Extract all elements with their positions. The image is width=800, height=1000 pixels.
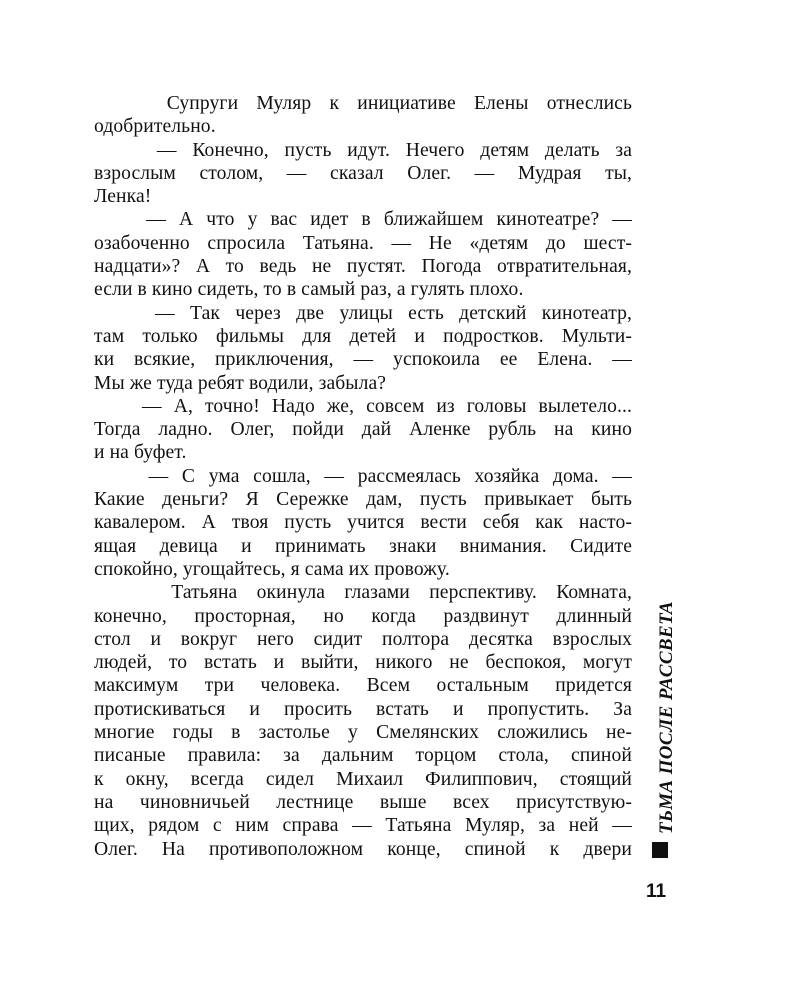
text-line: Ленка! [94,186,152,208]
text-line: многие годы в застолье у Смелянских сложились не- [94,722,632,744]
section-marker-square [652,842,668,858]
text-line: людей, то встать и выйти, никого не беспокоя, могут [94,652,632,674]
text-line: — Так через две улицы есть детский кинотеатр, [94,302,632,324]
running-title: ТЬМА ПОСЛЕ РАССВЕТА [656,601,677,834]
text-line: ящая девица и принимать знаки внимания. Сидите [94,535,632,557]
text-line: — С ума сошла, — рассмеялась хозяйка дома. — [94,465,632,487]
text-line: ки всякие, приключения, — успокоила ее Елена. — [94,349,632,371]
page-body-text [94,92,632,861]
text-line: к окну, всегда сидел Михаил Филиппович, стоящий [94,768,632,790]
text-line: и на буфет. [94,442,187,464]
text-line: щих, рядом с ним справа — Татьяна Муляр, за ней — [94,815,632,837]
text-line: — А что у вас идет в ближайшем кинотеатре? — [94,209,632,231]
text-line: там только фильмы для детей и подростков. Мульти- [94,325,632,347]
text-line: — Конечно, пусть идут. Нечего детям делать за [94,139,632,161]
text-line: писаные правила: за дальним торцом стола, спиной [94,745,632,767]
text-line: озабоченно спросила Татьяна. — Не «детям до шест- [94,232,632,254]
text-line: — А, точно! Надо же, совсем из головы вылетело... [94,395,632,417]
text-line: Олег. На противоположном конце, спиной к двери [94,838,632,860]
text-line: протискиваться и просить встать и пропустить. За [94,698,632,720]
text-line: если в кино сидеть, то в самый раз, а гулять плохо. [94,279,524,301]
page-number: 11 [645,881,667,902]
text-line: Супруги Муляр к инициативе Елены отнеслись [94,93,632,114]
text-line: Татьяна окинула глазами перспективу. Комната, [94,582,632,604]
text-line: стол и вокруг него сидит полтора десятка взрослых [94,628,632,650]
text-line: Мы же туда ребят водили, забыла? [94,372,387,394]
text-line: надцати»? А то ведь не пустят. Погода отвратительная, [94,256,632,278]
text-line: конечно, просторная, но когда раздвинут длинный [94,605,632,627]
text-line: одобрительно. [94,116,216,138]
text-line: взрослым столом, — сказал Олег. — Мудрая ты, [94,162,632,184]
text-line: Какие деньги? Я Сережке дам, пусть привыкает быть [94,489,632,511]
text-line: максимум три человека. Всем остальным придется [94,675,632,697]
text-line: на чиновничьей лестнице выше всех присутствую- [94,791,632,813]
text-line: Тогда ладно. Олег, пойди дай Аленке рубль на кино [94,419,632,441]
text-line: кавалером. А твоя пусть учится вести себя как насто- [94,512,632,534]
text-line: спокойно, угощайтесь, я сама их провожу. [94,558,450,580]
